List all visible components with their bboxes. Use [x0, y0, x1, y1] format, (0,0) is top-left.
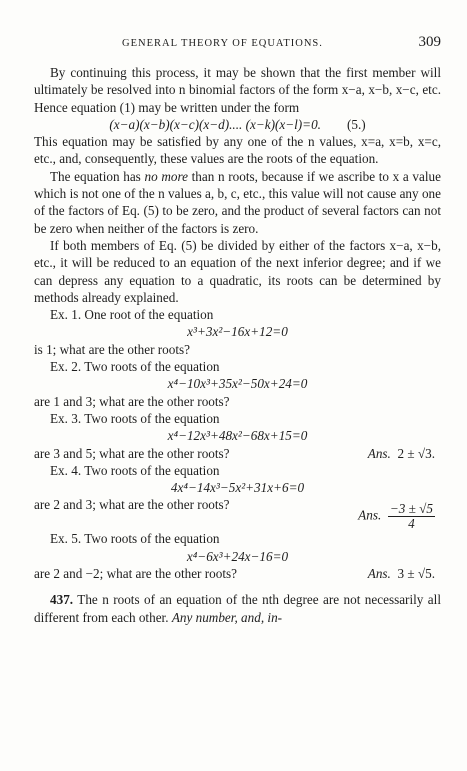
paragraph-4: If both members of Eq. (5) be divided by either of the factors x−a, x−b, etc., it will be reduced to an equation of the next inferior degree; and if we can depress any equation to a quadratic, its roots can be determined by methods already explained.: [34, 237, 441, 305]
page-header: [34, 34, 441, 54]
ex4-question-row: [34, 496, 441, 530]
ex5-intro: Ex. 5. Two roots of the equation: [50, 531, 220, 547]
ex4-answer-denominator: 4: [408, 516, 415, 532]
ex3-intro: Ex. 3. Two roots of the equation: [50, 410, 220, 426]
p3-text-b: than n roots, because if we ascribe to x a value which is not one of the n values a, b, c, etc., this value will not cause any one of the factors of Eq. (5) to be zero, and the product of several factors can not be zero when neither of the factors is zero.: [34, 168, 441, 236]
ex3-answer-label: Ans.: [367, 445, 391, 461]
equation-5-expr: (x−a)(x−b)(x−c)(x−d).... (x−k)(x−l)=0.: [109, 116, 321, 132]
page-number: 309: [418, 34, 441, 50]
ex4-question: are 2 and 3; what are the other roots?: [34, 497, 230, 513]
ex1-question: is 1; what are the other roots?: [34, 341, 191, 357]
ex4-answer-label: Ans.: [358, 507, 382, 523]
ex2-question: are 1 and 3; what are the other roots?: [34, 393, 230, 409]
paragraph-1: By continuing this process, it may be shown that the first member will ultimately be resolved into n binomial factors of the form x−a, x−b, x−c, etc. Hence equation (1) may be written under the form: [34, 65, 441, 115]
ex2-intro: Ex. 2. Two roots of the equation: [50, 359, 220, 375]
ex4-intro: Ex. 4. Two roots of the equation: [50, 462, 220, 478]
ex5-question: are 2 and −2; what are the other roots?: [34, 566, 237, 582]
ex5-answer-label: Ans.: [367, 566, 391, 582]
ex1-equation: x³+3x²−16x+12=0: [187, 324, 288, 340]
running-head: GENERAL THEORY OF EQUATIONS.: [122, 38, 323, 49]
ex5-answer-value: 3 ± √5.: [397, 566, 435, 582]
section-437-emphasis: Any number, and, in-: [171, 609, 283, 625]
ex3-answer: [368, 445, 441, 462]
ex2-equation: x⁴−10x³+35x²−50x+24=0: [167, 376, 308, 392]
section-gap: [34, 582, 441, 591]
page-body: [34, 64, 441, 626]
paragraph-3: [34, 168, 441, 237]
equation-5-number: (5.): [346, 116, 366, 132]
paragraph-2: This equation may be satisfied by any one of the n values, x=a, x=b, x=c, etc., and, consequently, these values are the roots of the equation.: [34, 134, 441, 167]
ex5-question-row: [34, 565, 441, 582]
ex3-question: are 3 and 5; what are the other roots?: [34, 445, 230, 461]
ex4-equation: 4x⁴−14x³−5x²+31x+6=0: [170, 480, 305, 496]
p3-emphasis: no more: [144, 168, 188, 184]
section-437: [34, 591, 441, 626]
section-437-text: The n roots of an equation of the nth degree are not necessarily all different from each other.: [34, 592, 441, 625]
p3-text-a: The equation has: [50, 168, 145, 184]
ex4-answer: [358, 502, 441, 530]
ex5-equation: x⁴−6x³+24x−16=0: [186, 548, 289, 564]
ex4-answer-numerator: −3 ± √5: [389, 501, 433, 517]
ex3-question-row: [34, 445, 441, 462]
ex3-answer-value: 2 ± √3.: [397, 445, 435, 461]
ex4-answer-fraction: [388, 502, 435, 531]
equation-5: [34, 116, 441, 133]
ex1-intro: Ex. 1. One root of the equation: [50, 307, 214, 323]
ex3-equation: x⁴−12x³+48x²−68x+15=0: [167, 428, 308, 444]
ex5-answer: [368, 565, 441, 582]
section-437-number: 437.: [50, 592, 74, 608]
